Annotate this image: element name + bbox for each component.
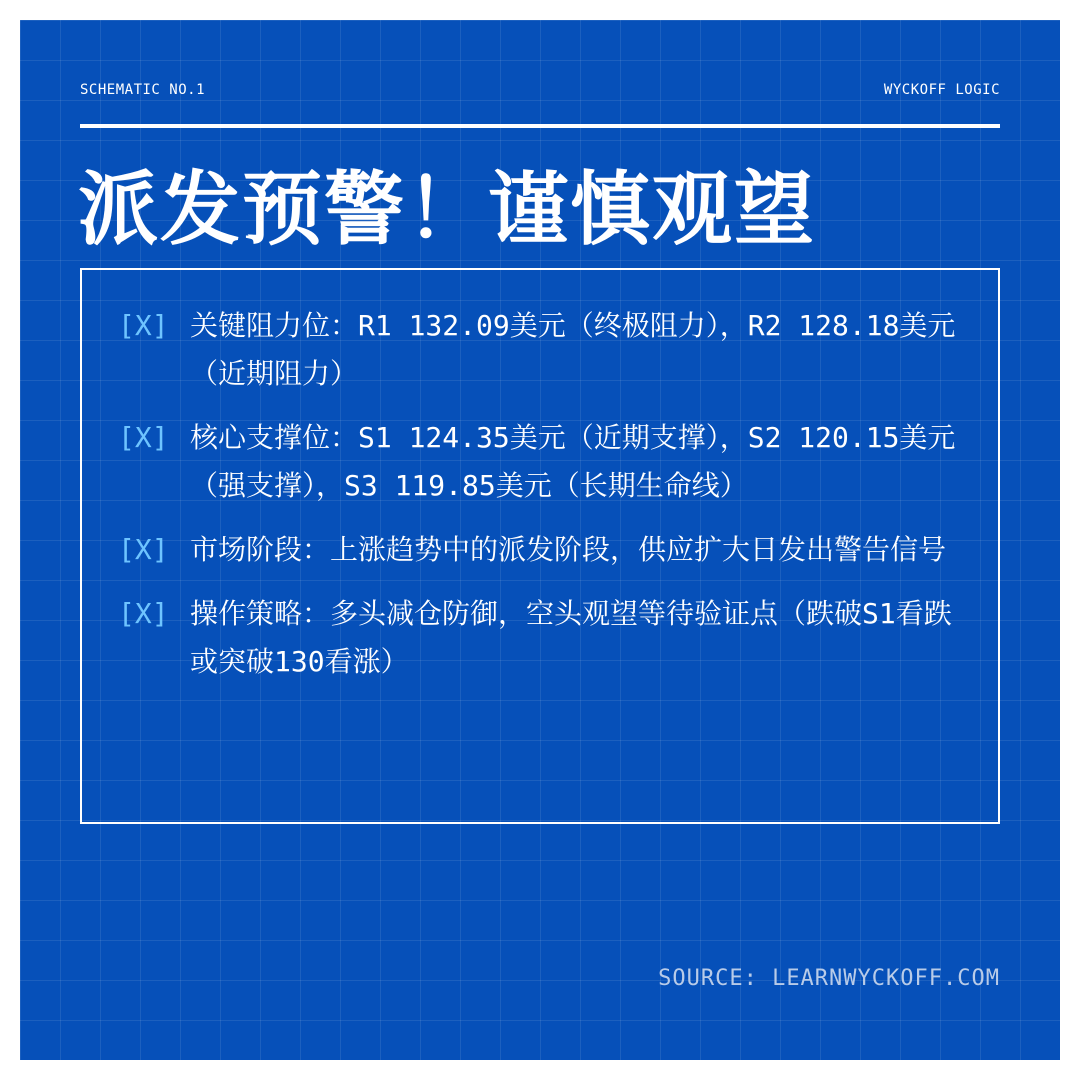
checkbox-marker-icon: [X]: [118, 309, 169, 342]
strategy-text: 操作策略：多头减仓防御，空头观望等待验证点（跌破S1看跌或突破130看涨）: [190, 597, 952, 678]
resistance-text: 关键阻力位：R1 132.09美元（终极阻力），R2 128.18美元（近期阻力）: [190, 309, 956, 390]
support-text: 核心支撑位：S1 124.35美元（近期支撑），S2 120.15美元（强支撑），S3 119.85美元（长期生命线）: [190, 421, 956, 502]
checkbox-marker-icon: [X]: [118, 421, 169, 454]
list-item-market-phase: [118, 526, 970, 574]
source-credit: SOURCE: LEARNWYCKOFF.COM: [658, 966, 1000, 991]
market-phase-text: 市场阶段：上涨趋势中的派发阶段，供应扩大日发出警告信号: [190, 533, 947, 566]
header-row: [80, 82, 1000, 104]
header-divider: [80, 124, 1000, 128]
list-item-support: [118, 414, 970, 510]
list-item-resistance: [118, 302, 970, 398]
checkbox-marker-icon: [X]: [118, 597, 169, 630]
list-item-strategy: [118, 590, 970, 686]
key-points-box: [80, 268, 1000, 824]
key-points-list: [118, 302, 970, 702]
checkbox-marker-icon: [X]: [118, 533, 169, 566]
schematic-label: SCHEMATIC NO.1: [80, 82, 206, 98]
page-title: 派发预警！谨慎观望: [78, 163, 816, 256]
wyckoff-logic-label: WYCKOFF LOGIC: [883, 82, 1000, 98]
schematic-card: [20, 20, 1060, 1060]
